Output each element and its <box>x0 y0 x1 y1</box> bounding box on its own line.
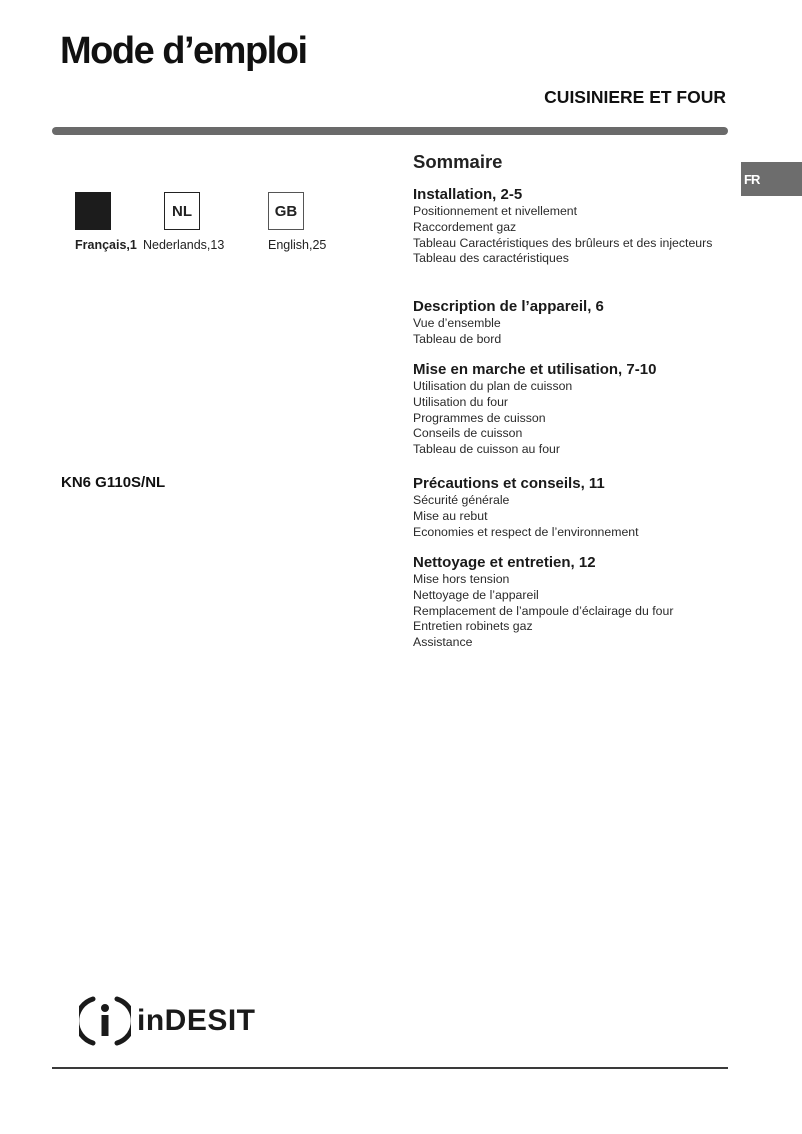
toc-item: Economies et respect de l’environnement <box>413 524 639 539</box>
page-title: Mode d’emploi <box>60 30 307 72</box>
toc-item: Tableau des caractéristiques <box>413 251 569 266</box>
language-label-fr: Français,1 <box>75 238 137 252</box>
toc-item: Utilisation du plan de cuisson <box>413 379 573 393</box>
toc-section <box>413 361 713 458</box>
language-code: GB <box>274 203 298 220</box>
toc-item: Remplacement de l’ampoule d’éclairage du four <box>413 603 674 618</box>
language-label-nl: Nederlands,13 <box>143 238 225 252</box>
indesit-logo-icon <box>79 995 131 1047</box>
toc-item: Programmes de cuisson <box>413 410 546 425</box>
toc-section-heading: Description de l’appareil, 6 <box>413 298 604 315</box>
toc-item: Raccordement gaz <box>413 219 517 234</box>
toc-item: Sécurité générale <box>413 493 510 507</box>
toc-item: Utilisation du four <box>413 394 509 409</box>
toc-item: Assistance <box>413 635 473 650</box>
product-type: CUISINIERE ET FOUR <box>544 87 726 107</box>
toc-item: Tableau Caractéristiques des brûleurs et des injecteurs <box>413 235 713 250</box>
toc-section-heading: Précautions et conseils, 11 <box>413 475 605 492</box>
footer-divider <box>52 1067 728 1069</box>
toc-item: Positionnement et nivellement <box>413 204 578 218</box>
toc-item: Vue d’ensemble <box>413 316 501 330</box>
language-box-fr <box>75 192 111 230</box>
language-code: NL <box>172 203 192 220</box>
model-number: KN6 G110S/NL <box>61 474 166 491</box>
toc-title: Sommaire <box>413 151 503 172</box>
language-side-tab <box>741 162 802 196</box>
toc-section-heading: Nettoyage et entretien, 12 <box>413 554 596 571</box>
toc-item: Nettoyage de l’appareil <box>413 587 539 602</box>
language-side-tab-label: FR <box>744 172 760 187</box>
toc-item: Mise hors tension <box>413 572 510 586</box>
language-box-nl <box>164 192 200 230</box>
header-divider <box>52 127 728 135</box>
toc-item: Entretien robinets gaz <box>413 619 533 634</box>
toc-item: Tableau de bord <box>413 331 502 346</box>
toc-section-heading: Mise en marche et utilisation, 7-10 <box>413 361 657 378</box>
language-label-gb: English,25 <box>268 238 327 252</box>
language-box-gb <box>268 192 304 230</box>
toc-item: Conseils de cuisson <box>413 426 523 441</box>
toc-item: Mise au rebut <box>413 508 488 523</box>
toc-section <box>413 298 713 348</box>
toc-section-heading: Installation, 2-5 <box>413 186 523 203</box>
toc-item: Tableau de cuisson au four <box>413 442 560 457</box>
toc-section <box>413 554 713 651</box>
brand-name: inDESIT <box>137 1004 256 1037</box>
toc-section <box>413 186 713 267</box>
brand-logo <box>79 995 279 1047</box>
toc-section <box>413 475 713 540</box>
